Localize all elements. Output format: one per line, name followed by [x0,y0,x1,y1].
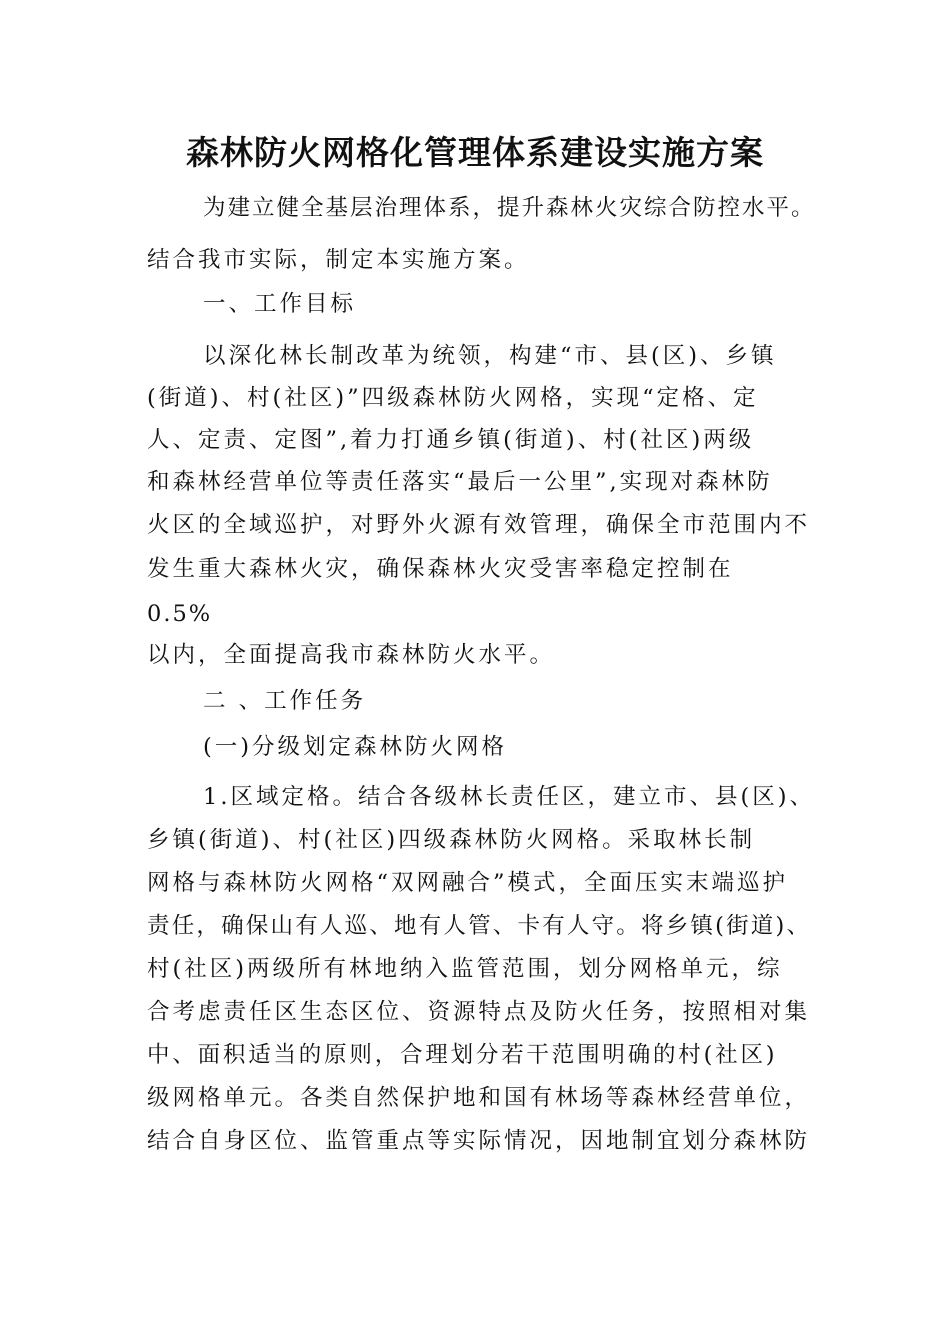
body-line: 责任，确保山有人巡、地有人管、卡有人守。将乡镇(街道)、 [147,913,812,939]
body-line: 火区的全域巡护，对野外火源有效管理，确保全市范围内不 [147,512,811,538]
body-line: 网格与森林防火网格“双网融合”模式，全面压实末端巡护 [147,870,789,896]
body-line: 中、面积适当的原则，合理划分若干范围明确的村(社区) [147,1042,778,1068]
body-line: 发生重大森林火灾，确保森林火灾受害率稳定控制在 [147,556,734,582]
body-line: 乡镇(街道)、村(社区)四级森林防火网格。采取林长制 [147,827,756,853]
subsection-heading: (一)分级划定森林防火网格 [203,734,508,760]
body-line: 为建立健全基层治理体系，提升森林火灾综合防控水平。 [203,195,816,221]
document-title: 森林防火网格化管理体系建设实施方案 [186,133,764,172]
section-heading: 二 、工作任务 [203,688,367,714]
body-line: 级网格单元。各类自然保护地和国有林场等森林经营单位， [147,1085,811,1111]
body-line: 结合自身区位、监管重点等实际情况，因地制宜划分森林防 [147,1128,811,1154]
section-heading: 一、工作目标 [203,291,357,317]
body-line: 以深化林长制改革为统领，构建“市、县(区)、乡镇 [203,343,777,369]
body-line: 结合我市实际，制定本实施方案。 [147,247,530,273]
body-line: 和森林经营单位等责任落实“最后一公里”,实现对森林防 [147,469,773,495]
body-line: 人、定责、定图”,着力打通乡镇(街道)、村(社区)两级 [147,427,755,453]
body-line: 1.区域定格。结合各级林长责任区，建立市、县(区)、 [203,784,816,810]
body-line: (街道)、村(社区)”四级森林防火网格，实现“定格、定 [147,385,759,411]
body-line: 村(社区)两级所有林地纳入监管范围，划分网格单元，综 [147,956,783,982]
body-line: 合考虑责任区生态区位、资源特点及防火任务，按照相对集 [147,999,811,1025]
body-line: 以内，全面提高我市森林防火水平。 [147,642,556,668]
body-line: 0.5% [147,601,213,627]
